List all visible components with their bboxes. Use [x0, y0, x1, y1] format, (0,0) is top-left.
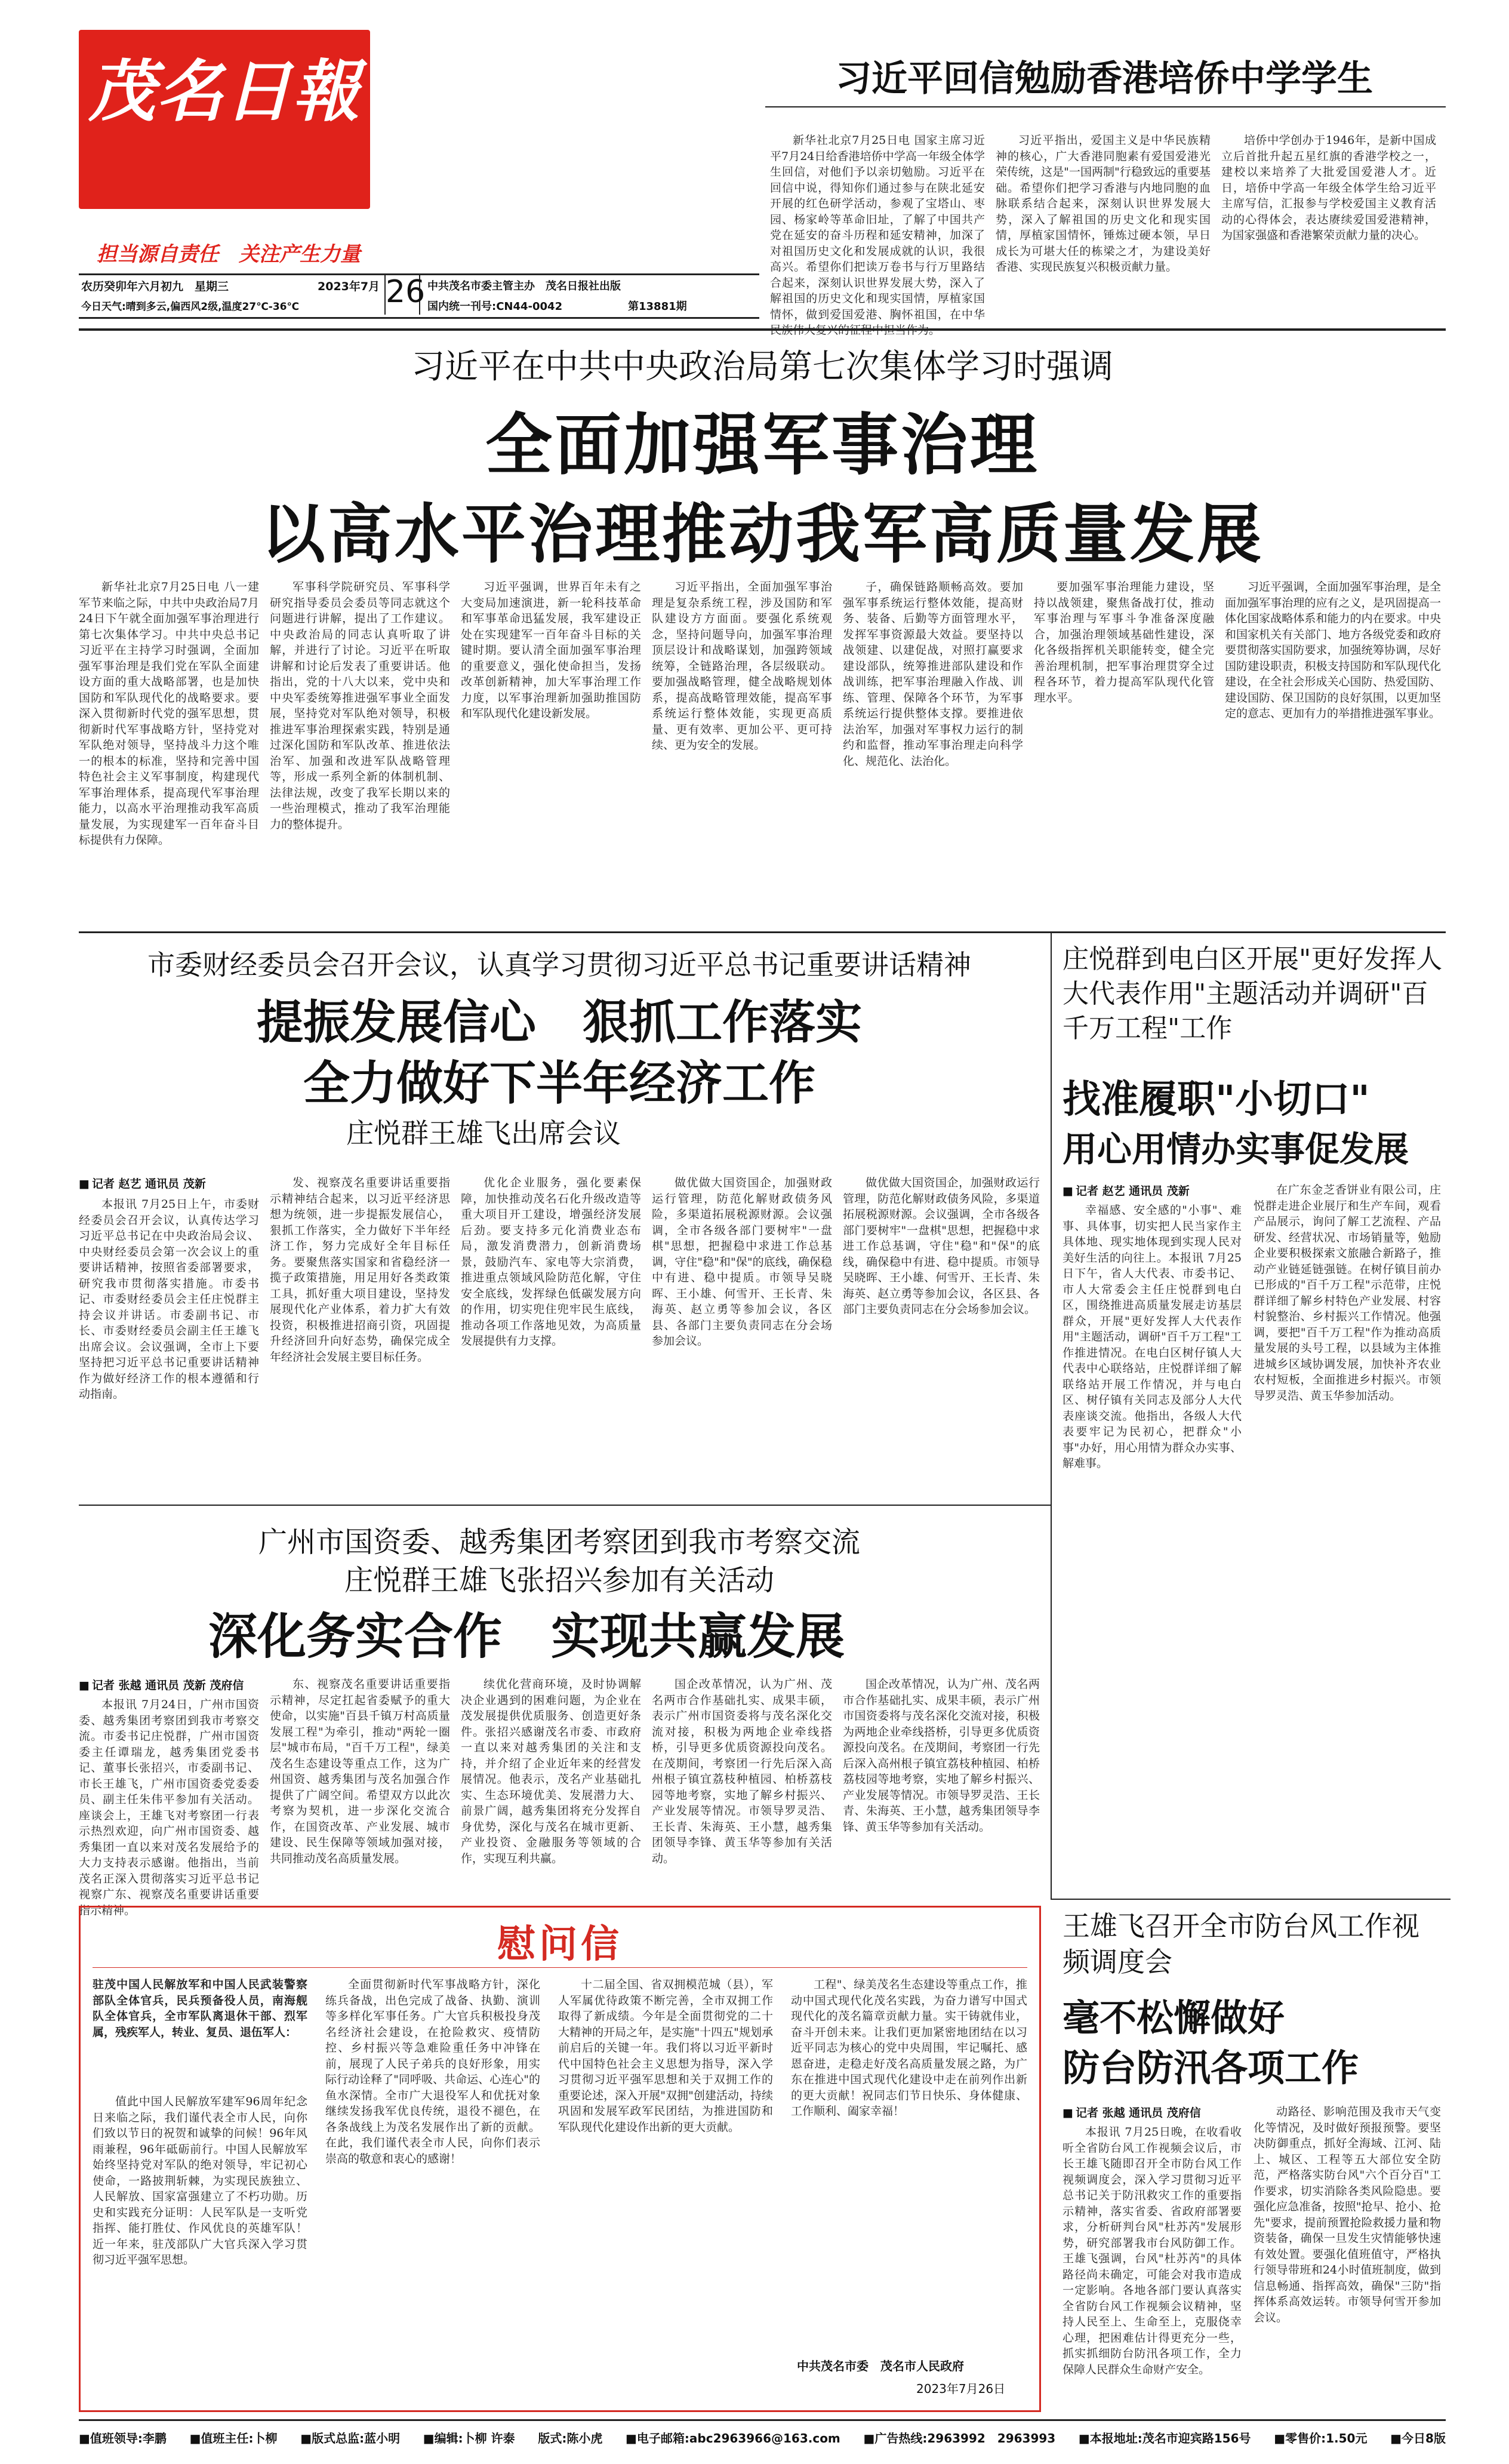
paragraph: 国企改革情况，认为广州、茂名两市合作基础扎实、成果丰硕，表示广州市国资委将与茂名深化交流对接，积极为两地企业牵线搭桥，引导更多优质资源投向茂名。在茂期间，考察团一行先后深入高州根子镇宜荔枝种植园、柏桥荔枝园等地考察，实地了解乡村振兴、产业发展等情况。市领导罗灵浩、王长青、朱海英、王小慧，越秀集团领导李锋、黄玉华等参加有关活动。 — [652, 1678, 832, 1865]
paragraph: 新华社北京7月25日电 国家主席习近平7月24日给香港培侨中学高一年级全体学生回信，对他们予以亲切勉励。习近平在回信中说，得知你们通过参与在陕北延安开展的红色研学活动，参观了宝塔山、枣园、杨家岭等革命旧址，了解了中国共产党在延安的奋斗历程和延安精神，加深了对祖国历史文化和发展成就的认识，我很高兴。希望你们把读万卷书与行万里路结合起来，深刻认识世界发展大势，深入了解祖国的历史文化和现实国情，厚植家国情怀，做到爱国爱港、胸怀祖国，在中华 — [770, 134, 985, 321]
sasac-story-column-1 — [79, 1697, 259, 1917]
sasac-story-kicker-1: 广州市国资委、越秀集团考察团到我市考察交流 — [258, 1525, 860, 1559]
top-story-column-1 — [770, 133, 985, 321]
paragraph: 子，确保链路顺畅高效。要加强军事系统运行整体效能，提高财务、装备、后勤等方面管理水平，发挥军事资源最大效益。要坚持以战领建、以建促战，对照打赢要求建设部队，统筹推进部队建设和作战训练，把军事治理融入作战、训练、管理、保障各个环节，为军事系统运行提供整体支撑。要推进依法治军，加强对军事权力运行的制约和监督，推动军事治理走向科学化、规范化、法治化。 — [843, 580, 1023, 768]
congress-story-column-2 — [1254, 1182, 1441, 1883]
top-story-headline: 习近平回信勉励香港培侨中学学生 — [836, 58, 1373, 100]
divider — [79, 2419, 1446, 2421]
paragraph: 全面贯彻新时代军事战略方针，深化练兵备战，出色完成了战备、执勤、演训等多样化军事任务。广大官兵积极投身茂名经济社会建设，在抢险救灾、疫情防控、乡村振兴等急难险重任务中冲锋在前，展现了人民子弟兵的良好形象，用实际行动诠释了"同呼吸、共命运、心连心"的鱼水深情。全市广大退役军人和优抚对象继续发扬我军优良传统，退役不褪色，在各条战线上为茂名发展作出了新的贡献。在此，我们谨代表全市人民，向你们表示崇高的敬意和衷心的感谢！ — [325, 1978, 540, 2165]
congress-story-headline-1: 找准履职"小切口" — [1063, 1077, 1370, 1122]
divider — [79, 1505, 1051, 1506]
day-number: 26 — [384, 274, 420, 315]
flood-story-byline: ■ 记者 张越 通讯员 茂府信 — [1063, 2104, 1201, 2120]
congress-story-byline: ■ 记者 赵艺 通讯员 茂新 — [1063, 1182, 1190, 1198]
congress-story-column-1 — [1063, 1202, 1242, 1883]
footer-layout: 版式:陈小虎 — [538, 2431, 603, 2445]
paragraph: 驻茂中国人民解放军和中国人民武装警察部队全体官兵，民兵预备役人员，南海舰队全体官兵，全市军队离退休干部、烈军属，残疾军人，转业、复员、退伍军人： — [93, 1978, 307, 2039]
flood-story-headline-1: 毫不松懈做好 — [1063, 1996, 1285, 2040]
footer-price: ■零售价:1.50元 — [1274, 2431, 1368, 2445]
econ-story-column-3 — [461, 1175, 641, 1493]
paragraph: 幸福感、安全感的"小事"、难事、具体事，切实把人民当家作主具体地、现实地体现到实现人民对美好生活的向往上。本报讯 7月25日下午，省人大代表、市委书记、市人大常委会主任庄悦群到电白区，围绕推进高质量发展走访基层群众，开展"更好发挥人大代表作用"主题活动，调研"百千万工程"工作推进情况。在电白区树仔镇人大代表中心联络站，庄悦群详细了解联络站开展工作情况，并与电白区、树仔镇有关同志及部分人大代表座谈交流。他指出，各级人大代表要牢记为民初心，把群众"小事"办好，用心用情为群众办实事、解难事。 — [1063, 1204, 1242, 1470]
masthead — [79, 30, 370, 209]
top-story-column-3 — [1221, 133, 1436, 307]
footer-duty-leader: ■值班领导:李鹏 — [79, 2431, 167, 2445]
paragraph: 习近平指出，爱国主义是中华民族精神的核心，广大香港同胞素有爱国爱港光荣传统，这是"一国两制"行稳致远的重要基础。希望你们把学习香港与内地同胞的血脉联系结合起来，深刻认识世界发展大势，深入了解祖国的历史文化和现实国情，厚植家国情怀，锤炼过硬本领，早日成长为可堪大任的栋梁之才，为建设美好香港、实现民族复兴积极贡献力量。 — [996, 134, 1211, 273]
top-story-column-2 — [996, 133, 1211, 307]
divider — [1051, 931, 1052, 1899]
divider — [93, 1967, 1027, 1968]
letter-box — [79, 1906, 1041, 2412]
flood-story-column-2 — [1254, 2104, 1441, 2411]
paragraph: 培侨中学创办于1946年，是新中国成立后首批升起五星红旗的香港学校之一，建校以来培养了大批爱国爱港人才。近日，培侨中学高一年级全体学生给习近平主席写信，汇报参与学校爱国主义教育活动的心得体会，表达赓续爱国爱港精神，为国家强盛和香港繁荣贡献力量的决心。 — [1221, 134, 1436, 242]
lead-story-column-1 — [79, 579, 259, 919]
econ-story-column-2 — [270, 1175, 450, 1493]
flood-story-kicker: 王雄飞召开全市防台风工作视频调度会 — [1063, 1910, 1419, 1978]
flood-story-column-1 — [1063, 2124, 1242, 2411]
sasac-story-column-5 — [843, 1676, 1040, 1894]
paragraph: 做优做大国资国企，加强财政运行管理，防范化解财政债务风险，多渠道拓展税源财源。会议强调，全市各级各部门要树牢"一盘棋"思想，把握稳中求进工作总基调，守住"稳"和"保"的底线，确保稳中有进、稳中提质。市领导吴晓晖、王小雄、何雪开、王长青、朱海英、赵立勇等参加会议，各区县、各部门主要负责同志在分会场参加会议。 — [843, 1176, 1040, 1316]
paragraph: 十二届全国、省双拥模范城（县），军人军属优待政策不断完善，全市双拥工作取得了新成绩。今年是全面贯彻党的二十大精神的开局之年，是实施"十四五"规划承前启后的关键一年。我们将以习近平新时代中国特色社会主义思想为指导，深入学习贯彻习近平强军思想和关于双拥工作的重要论述，深入开展"双拥"创建活动，持续巩固和发展军政军民团结，为推进国防和军队现代化建设作出新的更大贡献。 — [558, 1978, 773, 2134]
sasac-story-byline: ■ 记者 张越 通讯员 茂新 茂府信 — [79, 1676, 244, 1693]
footer-ad-hotline: ■广告热线:2963992 2963993 — [863, 2431, 1056, 2445]
footer-layout-director: ■版式总监:蓝小明 — [300, 2431, 401, 2445]
econ-story-headline-1: 提振发展信心 狠抓工作落实 — [256, 995, 862, 1050]
paragraph: 在广东金芝香饼业有限公司，庄悦群走进企业展厅和生产车间，观看产品展示，询问了解工艺流程、产品研发、经营状况、市场销量等，勉励企业要积极探索文旅融合新路子，推动产业链延链强链。在树仔镇目前办已形成的"百千万工程"示范带，庄悦群详细了解乡村特色产业发展、村容村貌整治、乡村振兴工作情况。他强调，要把"百千万工程"作为推动高质量发展的头号工程，以县域为主体推进城乡区域协调发展，加快补齐农业农村短板，全面推进乡村振兴。市领导罗灵浩、黄玉华参加活动。 — [1254, 1183, 1441, 1402]
paragraph: 习近平强调，世界百年未有之大变局加速演进，新一轮科技革命和军事革命迅猛发展，我军建设正处在实现建军一百年奋斗目标的关键时期。要认清全面加强军事治理的重要意义，强化使命担当，发扬改革创新精神，加大军事治理工作力度，以军事治理新加强助推国防和军队现代化建设新发展。 — [461, 580, 641, 720]
paragraph: 工程"、绿美茂名生态建设等重点工作，推动中国式现代化茂名实践，为奋力谱写中国式现代化的茂名篇章贡献力量。实干铸就伟业，奋斗开创未来。让我们更加紧密地团结在以习近平同志为核心的党中央周围，牢记嘱托、感恩奋进，走稳走好茂名高质量发展之路，为广东在推进中国式现代化建设中走在前列作出新的更大贡献！祝同志们节日快乐、身体健康、工作顺利、阖家幸福！ — [791, 1978, 1027, 2118]
divider — [79, 931, 1446, 933]
paragraph: 优化企业服务，强化要素保障，加快推动茂名石化升级改造等重大项目开工建设，增强经济发展后劲。要支持多元化消费业态布局，激发消费潜力，创新消费场景，鼓励汽车、家电等大宗消费，推进重点领域风险防范化解，守住安全底线，发挥绿色低碳发展方向的作用，切实兜住兜牢民生底线，推动各项工作落地见效，为高质量发展提供有力支撑。 — [461, 1176, 641, 1348]
paragraph: 习近平指出，全面加强军事治理是复杂系统工程，涉及国防和军队建设方方面面。要强化系统观念，坚持问题导向，加强军事治理顶层设计和战略谋划，加强跨领域统筹，全链路治理，各层级联动。要加强战略管理，健全战略规划体系，提高战略管理效能，提高军事系统运行整体效能，实现更高质量、更有效率、更加公平、更可持续、更为安全的发展。 — [652, 580, 832, 752]
divider — [79, 328, 1446, 331]
sasac-story-headline: 深化务实合作 实现共赢发展 — [208, 1608, 845, 1665]
congress-story-headline-2: 用心用情办实事促发展 — [1063, 1129, 1409, 1170]
sasac-story-kicker-2: 庄悦群王雄飞张招兴参加有关活动 — [344, 1564, 774, 1597]
sasac-story-column-4 — [652, 1676, 832, 1894]
econ-story-column-1 — [79, 1196, 259, 1493]
paragraph: 发、视察茂名重要讲话重要指示精神结合起来，以习近平经济思想为统领，进一步提振发展信心，狠抓工作落实，全力做好下半年经济工作，努力完成好全年目标任务。要聚焦落实国家和省稳经济一揽子政策措施，用足用好各类政策工具，抓好重大项目建设，坚持发展现代化产业体系，着力扩大有效投资，积极推进招商引资，巩固提升经济回升向好态势，确保完成全年经济社会发展主要目标任务。 — [270, 1176, 450, 1364]
lead-story-kicker: 习近平在中共中央政治局第七次集体学习时强调 — [411, 347, 1113, 386]
sponsor: 中共茂名市委主管主办 茂名日报社出版 — [427, 280, 621, 293]
econ-story-subhead: 庄悦群王雄飞出席会议 — [346, 1117, 621, 1149]
paragraph: 新华社北京7月25日电 八一建军节来临之际，中共中央政治局7月24日下午就全面加强军事治理进行第七次集体学习。中共中央总书记习近平在主持学习时强调，全面加强军事治理是我们党在军队全面建设方面的重大战略部署，也是加快国防和军队现代化的战略要求。要深入贯彻新时代党的强军思想，贯彻新时代军事战略方针，坚持党对军队绝对领导，坚持战斗力这个唯一的根本的标准，坚持和完善中国特色社会主义军事制度，构建现代军事治理体系，提高现代军事治理能力，以高水平治理推动我军高质量发展，为实现建军一百年奋斗目标提供有力保障。 — [79, 580, 259, 847]
lead-story-column-3 — [461, 579, 641, 919]
paragraph: 军事科学院研究员、军事科学研究指导委员会委员等同志就这个问题进行讲解，提出了工作建议。中央政治局的同志认真听取了讲解，并进行了讨论。习近平在听取讲解和讨论后发表了重要讲话。他指出，党的十八大以来，党中央和中央军委统筹推进强军事业全面发展，坚持党对军队绝对领导，积极推进军事治理探索实践，特别是通过深化国防和军队改革、推进依法治军、加强和改进军队战略管理等，形成一系列全新的体制机制、法律法规，改变了我军长期以来的一些治理模式，推动了我军治理能力的整体提升。 — [270, 580, 450, 831]
footer — [79, 2424, 1446, 2450]
lead-story-column-4 — [652, 579, 832, 919]
masthead-slogan: 担当源自责任 关注产生力量 — [97, 242, 361, 266]
lead-story-column-7 — [1225, 579, 1441, 919]
paragraph: 续优化营商环境，及时协调解决企业遇到的困难问题，为企业在茂发展提供优质服务、创造更好条件。张招兴感谢茂名市委、市政府一直以来对越秀集团的关注和支持，并介绍了企业近年来的经营发展情况。他表示，茂名产业基础扎实、生态环境优美、发展潜力大、前景广阔，越秀集团将充分发挥自身优势，深化与茂名在城市更新、产业投资、金融服务等领域的合作，实现互利共赢。 — [461, 1678, 641, 1865]
lead-story-column-5 — [843, 579, 1023, 919]
issue-number: 第13881期 — [628, 300, 687, 313]
letter-column-2 — [325, 1977, 540, 2402]
lead-story-column-6 — [1034, 579, 1214, 919]
paragraph: 要加强军事治理能力建设，坚持以战领建，聚焦备战打仗，推动军事治理与军事斗争准备深度融合，加强治理领域基础性建设，深化各级指挥机关职能转变，健全完善治理机制，把军事治理贯穿全过程各环节，着力提高军队现代化管理水平。 — [1034, 580, 1214, 705]
cn-number: 国内统一刊号:CN44-0042 — [427, 300, 563, 313]
divider — [1051, 1899, 1451, 1900]
paragraph: 做优做大国资国企，加强财政运行管理，防范化解财政债务风险，多渠道拓展税源财源。会议强调，全市各级各部门要树牢"一盘棋"思想，把握稳中求进工作总基调，守住"稳"和"保"的底线，确保稳中有进、稳中提质。市领导吴晓晖、王小雄、何雪开、王长青、朱海英、赵立勇等参加会议，各区县、各部门主要负责同志在分会场参加会议。 — [652, 1176, 832, 1348]
footer-duty-director: ■值班主任:卜柳 — [189, 2431, 278, 2445]
paragraph: 动路径、影响范围及我市天气变化等情况，及时做好预报预警。要坚决防御重点，抓好全海域、江河、陆上、城区、工程等五大部位安全防范，严格落实防台风"六个百分百"工作要求，切实消除各类风险隐患。要强化应急准备，按照"抢早、抢小、抢先"要求，提前预置抢险救援力量和物资装备，确保一旦发生灾情能够快速有效处置。要强化值班值守，严格执行领导带班和24小时值班制度，做到信息畅通、指挥高效，确保"三防"指挥体系高效运转。市领导何雪开参加会议。 — [1254, 2105, 1441, 2324]
lead-story-headline-2: 以高水平治理推动我军高质量发展 — [260, 497, 1264, 572]
letter-column-4 — [791, 1977, 1027, 2347]
paragraph: 国企改革情况，认为广州、茂名两市合作基础扎实、成果丰硕，表示广州市国资委将与茂名深化交流对接，积极为两地企业牵线搭桥，引导更多优质资源投向茂名。在茂期间，考察团一行先后深入高州根子镇宜荔枝种植园、柏桥荔枝园等地考察，实地了解乡村振兴、产业发展等情况。市领导罗灵浩、王长青、朱海英、王小慧，越秀集团领导李锋、黄玉华等参加有关活动。 — [843, 1678, 1040, 1834]
paragraph: 本报讯 7月25日晚，在收看收听全省防台风工作视频会议后，市长王雄飞随即召开全市防台风工作视频调度会，深入学习贯彻习近平总书记关于防汛救灾工作的重要指示精神，落实省委、省政府部署要求，分析研判台风"杜苏芮"发展形势，研究部署我市台风防御工作。王雄飞强调，台风"杜苏芮"的具体路径尚未确定，可能会对我市造成一定影响。各地各部门要认真落实全省防台风工作视频会议精神，坚持人民至上、生命至上，克服侥幸心理，把困难估计得更充分一些，抓实抓细防台防汛各项工作，全力保障人民群众生命财产安全。 — [1063, 2125, 1242, 2376]
date-strip — [79, 273, 759, 319]
masthead-title: 茂名日報 — [88, 53, 361, 131]
letter-date: 2023年7月26日 — [916, 2382, 1006, 2396]
footer-pages: ■今日8版 — [1390, 2431, 1446, 2445]
sasac-story-column-2 — [270, 1676, 450, 1894]
letter-column-1 — [93, 2094, 307, 2402]
econ-story-headline-2: 全力做好下半年经济工作 — [303, 1056, 815, 1111]
footer-email[interactable]: ■电子邮箱:abc2963966@163.com — [626, 2431, 840, 2445]
lead-story-column-2 — [270, 579, 450, 919]
paragraph: 东、视察茂名重要讲话重要指示精神，尽定扛起省委赋予的重大使命，以实施"百县千镇万村高质量发展工程"为牵引，推动"两轮一圈层"城市布局，"百千万工程"，绿美茂名生态建设等重点工作，这为广州国资、越秀集团与茂名加强合作提供了广阔空间。希望双方以此次考察为契机，进一步深化交流合作，在国资改革、产业发展、城市建设、民生保障等领域加强对接，共同推动茂名高质量发展。 — [270, 1678, 450, 1865]
footer-editors: ■编辑:卜柳 许泰 — [423, 2431, 515, 2445]
paragraph: 值此中国人民解放军建军96周年纪念日来临之际，我们谨代表全市人民，向你们致以节日的祝贺和诚挚的问候！96年风雨兼程，96年砥砺前行。中国人民解放军始终坚持党对军队的绝对领导，牢记初心使命，一路披荆斩棘，为实现民族独立、人民解放、国家富强建立了不朽功勋。历史和实践充分证明：人民军队是一支听党指挥、能打胜仗、作风优良的英雄军队！近一年来，驻茂部队广大官兵深入学习贯彻习近平强军思想。 — [93, 2095, 307, 2266]
sasac-story-column-3 — [461, 1676, 641, 1894]
letter-salutation — [93, 1977, 307, 2090]
lead-story-headline-1: 全面加强军事治理 — [485, 406, 1039, 484]
divider — [765, 106, 1446, 107]
paragraph: 本报讯 7月24日，广州市国资委、越秀集团考察团到我市考察交流。市委书记庄悦群，广州市国资委主任谭瑞龙，越秀集团党委书记、董事长张招兴，市委副书记、市长王雄飞，广州市国资委党委委员、副主任朱伟平参加有关活动。座谈会上，王雄飞对考察团一行表示热烈欢迎，向广州市国资委、越秀集团一直以来对茂名发展给予的大力支持表示感谢。他指出，当前茂名正深入贯彻落实习近平总书记视察广东、视察茂名重要讲话重要指示精神。 — [79, 1698, 259, 1917]
year-month: 2023年7月 — [318, 280, 380, 293]
econ-story-kicker: 市委财经委员会召开会议，认真学习贯彻习近平总书记重要讲话精神 — [147, 949, 971, 981]
letter-signature: 中共茂名市委 茂名市人民政府 — [797, 2359, 964, 2373]
weather: 今日天气:晴到多云,偏西风2级,温度27℃-36℃ — [81, 301, 300, 313]
lunar-date: 农历癸卯年六月初九 星期三 — [81, 280, 229, 293]
paragraph: 习近平强调，全面加强军事治理，是全面加强军事治理的应有之义，是巩固提高一体化国家战略体系和能力的内在要求。中央和国家机关有关部门、地方各级党委和政府要贯彻落实国防要求，加强统筹协调，尽好国防建设职责，积极支持国防和军队现代化建设，在全社会形成关心国防、热爱国防、建设国防、保卫国防的良好氛围，以更加坚定的意志、更加有力的举措推进强军事业。 — [1225, 580, 1441, 720]
econ-story-column-5 — [843, 1175, 1040, 1493]
footer-address: ■本报地址:茂名市迎宾路156号 — [1078, 2431, 1251, 2445]
congress-story-kicker: 庄悦群到电白区开展"更好发挥人大代表作用"主题活动并调研"百千万工程"工作 — [1063, 944, 1443, 1044]
econ-story-byline: ■ 记者 赵艺 通讯员 茂新 — [79, 1175, 206, 1191]
letter-column-3 — [558, 1977, 773, 2402]
letter-title: 慰问信 — [497, 1922, 623, 1967]
econ-story-column-4 — [652, 1175, 832, 1493]
flood-story-headline-2: 防台防汛各项工作 — [1063, 2046, 1359, 2090]
paragraph: 本报讯 7月25日上午，市委财经委员会召开会议，认真传达学习习近平总书记在中央政治局会议、中央财经委员会第一次会议上的重要讲话精神，按照省委部署要求，研究我市贯彻落实措施。市委书记、市委财经委员会主任庄悦群主持会议并讲话。市委副书记、市长、市委财经委员会副主任王雄飞出席会议。会议强调，全市上下要坚持把习近平总书记重要讲话精神作为做好经济工作的根本遵循和行动指南。 — [79, 1198, 259, 1401]
